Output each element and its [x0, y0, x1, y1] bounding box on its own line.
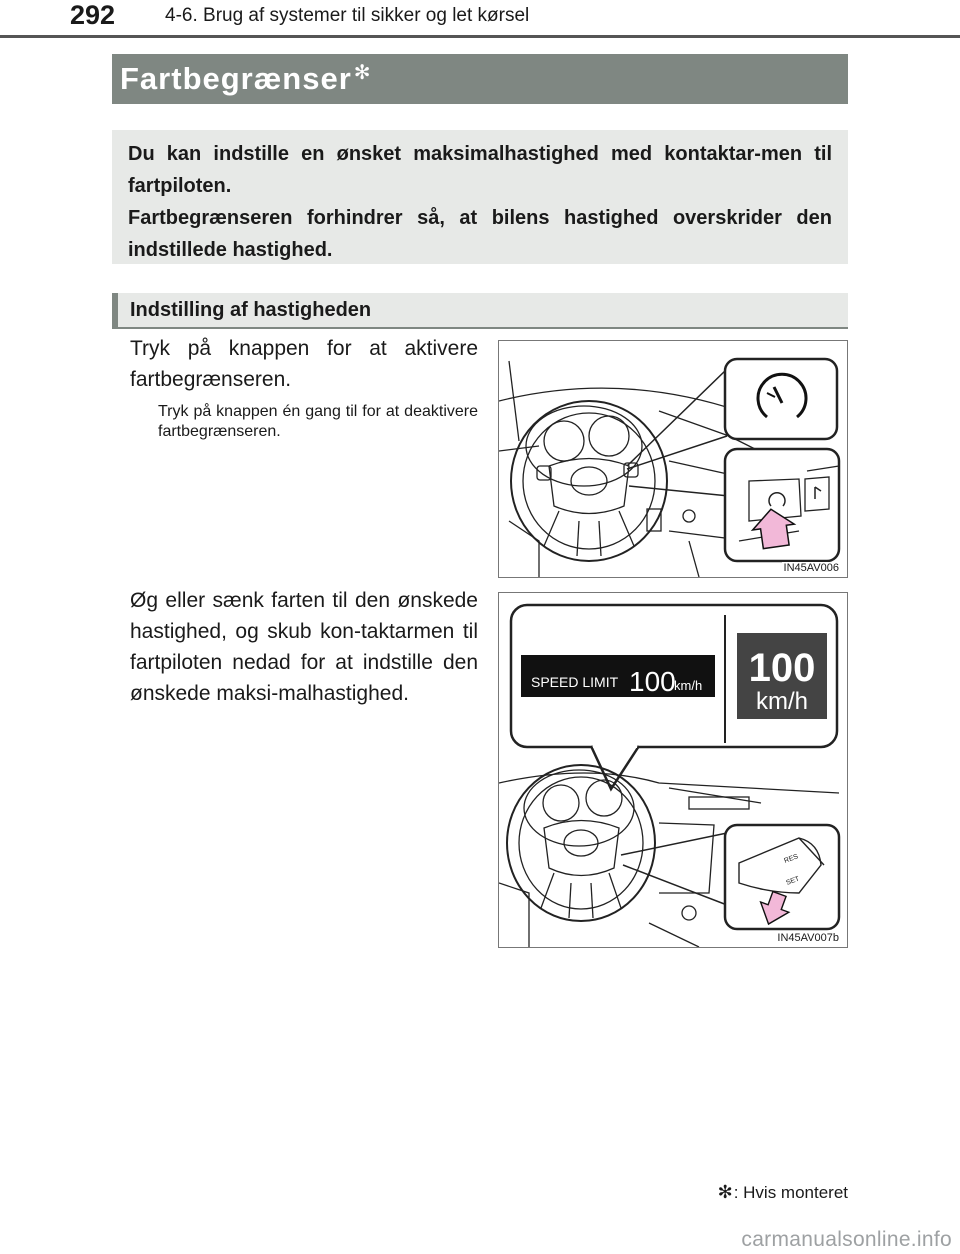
- figure-1-code: IN45AV006: [783, 562, 839, 574]
- page-number: 292: [70, 0, 116, 30]
- step-2-text: Øg eller sænk farten til den ønskede hastighed, og skub kon-taktarmen til fartpiloten nedad for at indstille den ønskede maksi-malhastighed.: [130, 589, 478, 705]
- lever-res-label: RES: [783, 853, 800, 865]
- meter-speed-value: 100: [748, 646, 816, 690]
- speed-limit-label: SPEED LIMIT: [531, 674, 619, 690]
- subsection-title: Indstilling af hastigheden: [130, 298, 372, 321]
- step-1-note: Tryk på knappen én gang til for at deaktivere fartbegrænseren.: [158, 403, 478, 440]
- figure-limiter-button: [498, 340, 848, 578]
- step-1-text: Tryk på knappen for at aktivere fartbegrænseren.: [130, 337, 478, 391]
- footnote-text: : Hvis monteret: [733, 1182, 848, 1202]
- figure-speed-setting: [498, 592, 848, 948]
- subsection-title-bar: [112, 293, 848, 329]
- footnote: [718, 1182, 848, 1203]
- section-title: Fartbegrænser: [120, 61, 352, 96]
- chapter-title: 4-6. Brug af systemer til sikker og let kørsel: [165, 5, 530, 26]
- speed-limit-unit: km/h: [674, 678, 703, 693]
- watermark: carmanualsonline.info: [741, 1228, 952, 1251]
- speed-limit-value: 100: [629, 666, 676, 697]
- section-title-bar: [112, 54, 848, 104]
- optional-equipment-asterisk: ✻: [353, 62, 371, 84]
- intro-paragraph-1: Du kan indstille en ønsket maksimalhastighed med kontaktar-men til fartpiloten.: [128, 143, 832, 197]
- dashboard-illustration: [499, 341, 847, 577]
- footnote-asterisk: ✻: [717, 1182, 733, 1202]
- intro-paragraph-2: Fartbegrænseren forhindrer så, at bilens hastighed overskrider den indstillede hastighed.: [128, 207, 832, 261]
- lever-set-label: SET: [785, 875, 801, 887]
- display-and-lever-illustration: [499, 593, 847, 947]
- intro-box: [112, 130, 848, 264]
- header-rule: [0, 35, 960, 38]
- meter-speed-unit: km/h: [755, 688, 809, 715]
- figure-2-code: IN45AV007b: [777, 932, 839, 944]
